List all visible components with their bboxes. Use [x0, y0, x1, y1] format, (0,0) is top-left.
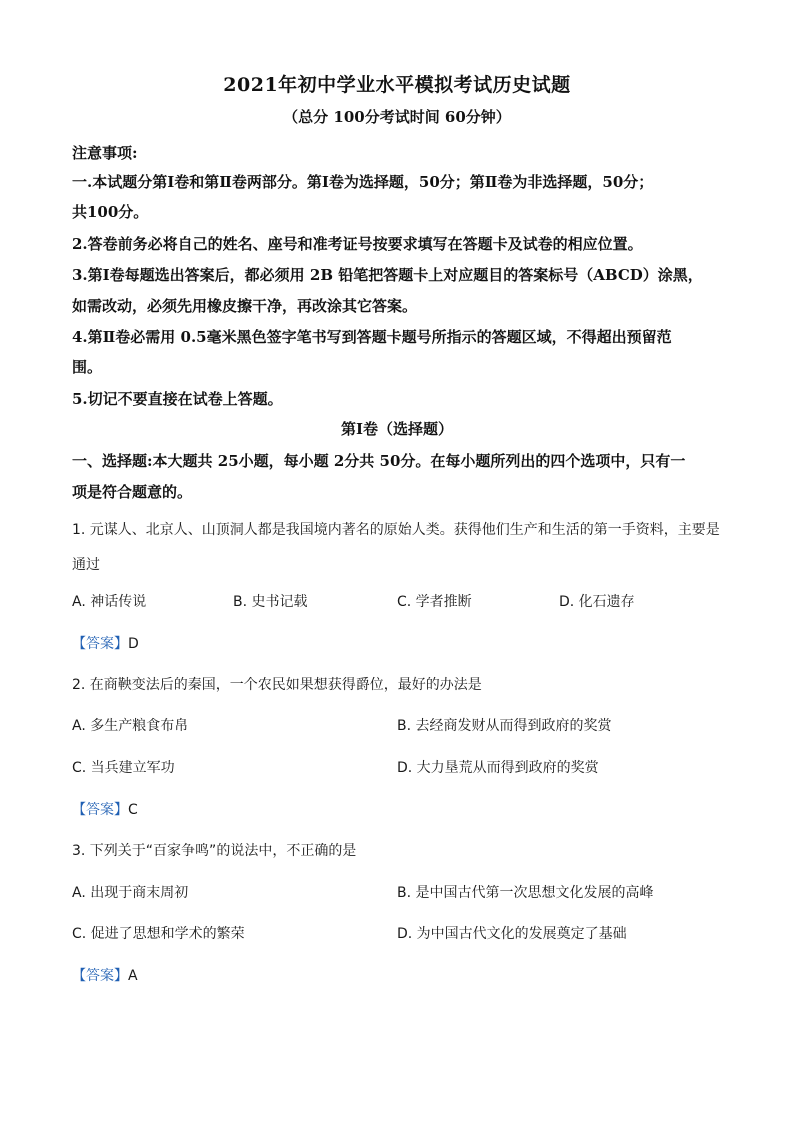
notes-line: 5.切记不要直接在试卷上答题。: [72, 390, 283, 408]
question-stem: 1. 元谋人、北京人、山顶洞人都是我国境内著名的原始人类。获得他们生产和生活的第一手资料，主要是: [72, 522, 720, 538]
notes-line: 如需改动，必须先用橡皮擦干净，再改涂其它答案。: [72, 297, 418, 315]
answer-line: [72, 633, 139, 655]
section-intro: 项是符合题意的。: [72, 483, 193, 501]
answer-tag: 【答案】: [72, 968, 128, 984]
option-c: C. 学者推断: [397, 594, 472, 610]
notes-line: 围。: [72, 358, 103, 376]
question-stem: 2. 在商鞅变法后的秦国，一个农民如果想获得爵位，最好的办法是: [72, 677, 482, 693]
option-d: D. 为中国古代文化的发展奠定了基础: [397, 926, 627, 942]
option-b: B. 是中国古代第一次思想文化发展的高峰: [397, 885, 654, 901]
answer-tag: 【答案】: [72, 802, 128, 818]
exam-title: 2021年初中学业水平模拟考试历史试题: [223, 74, 571, 96]
notes-heading: 注意事项:: [72, 144, 138, 162]
option-c: C. 促进了思想和学术的繁荣: [72, 926, 245, 942]
notes-line: 一.本试题分第Ⅰ卷和第Ⅱ卷两部分。第Ⅰ卷为选择题，50分；第Ⅱ卷为非选择题，50分；: [72, 173, 654, 191]
answer-value: A: [128, 968, 138, 984]
notes-line: 2.答卷前务必将自己的姓名、座号和准考证号按要求填写在答题卡及试卷的相应位置。: [72, 235, 643, 253]
exam-subtitle: （总分 100分考试时间 60分钟）: [283, 108, 511, 126]
answer-tag: 【答案】: [72, 636, 128, 652]
option-b: B. 史书记载: [233, 594, 308, 610]
option-a: A. 神话传说: [72, 594, 147, 610]
option-c: C. 当兵建立军功: [72, 760, 175, 776]
notes-line: 4.第Ⅱ卷必需用 0.5毫米黑色签字笔书写到答题卡题号所指示的答题区域，不得超出预留范: [72, 328, 672, 346]
section-title: 第Ⅰ卷（选择题）: [340, 420, 454, 438]
option-d: D. 化石遗存: [559, 594, 635, 610]
option-a: A. 多生产粮食布帛: [72, 718, 189, 734]
notes-line: 共100分。: [72, 203, 149, 221]
answer-line: [72, 799, 138, 821]
notes-line: 3.第Ⅰ卷每题选出答案后，都必须用 2B 铅笔把答题卡上对应题目的答案标号（ABCD）涂黑，: [72, 266, 703, 284]
option-b: B. 去经商发财从而得到政府的奖赏: [397, 718, 612, 734]
question-stem: 3. 下列关于“百家争鸣”的说法中，不正确的是: [72, 843, 357, 859]
option-a: A. 出现于商末周初: [72, 885, 189, 901]
option-d: D. 大力垦荒从而得到政府的奖赏: [397, 760, 599, 776]
answer-value: C: [128, 802, 138, 818]
question-stem: 通过: [72, 557, 100, 573]
answer-line: [72, 965, 138, 987]
section-intro: 一、选择题:本大题共 25小题，每小题 2分共 50分。在每小题所列出的四个选项中，只有一: [72, 452, 686, 470]
answer-value: D: [128, 636, 139, 652]
